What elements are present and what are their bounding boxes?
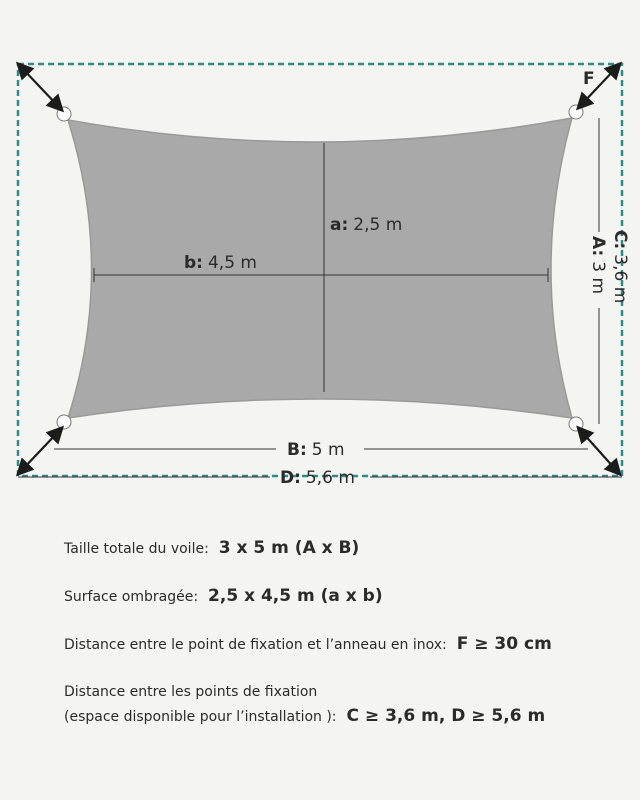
label-a: a: 2,5 m — [330, 215, 403, 235]
f-arrow-bottom-left — [22, 432, 58, 470]
spec-label: Distance entre le point de fixation et l’anneau en inox: — [64, 637, 447, 653]
label-C: C:3,6 m — [610, 230, 630, 304]
spec-value: 2,5 x 4,5 m (a x b) — [208, 586, 383, 606]
sail-shape — [68, 118, 572, 418]
spec-value: C ≥ 3,6 m, D ≥ 5,6 m — [346, 706, 546, 726]
ring-top-right — [569, 105, 583, 119]
spec-total-size — [64, 536, 359, 561]
ring-bottom-right — [569, 417, 583, 431]
spec-label: Taille totale du voile: — [64, 541, 209, 557]
label-B: B: 5 m — [287, 440, 345, 460]
label-D: D: 5,6 m — [280, 468, 355, 488]
f-arrow-bottom-right — [582, 432, 616, 470]
spec-label: Surface ombragée: — [64, 589, 199, 605]
spec-ring-distance — [64, 632, 552, 657]
label-A: A:3 m — [588, 236, 608, 295]
spec-shaded-area — [64, 584, 383, 609]
spec-value: F ≥ 30 cm — [456, 634, 552, 654]
spec-label-line1: Distance entre les points de fixation — [64, 684, 318, 700]
ring-bottom-left — [57, 415, 71, 429]
ring-top-left — [57, 107, 71, 121]
label-b: b: 4,5 m — [184, 253, 257, 273]
spec-fixing-distance — [64, 680, 545, 729]
f-arrow-top-left — [22, 68, 58, 106]
spec-label-line2: (espace disponible pour l’installation ): — [64, 709, 337, 725]
spec-value: 3 x 5 m (A x B) — [218, 538, 360, 558]
label-F: F — [583, 69, 595, 89]
